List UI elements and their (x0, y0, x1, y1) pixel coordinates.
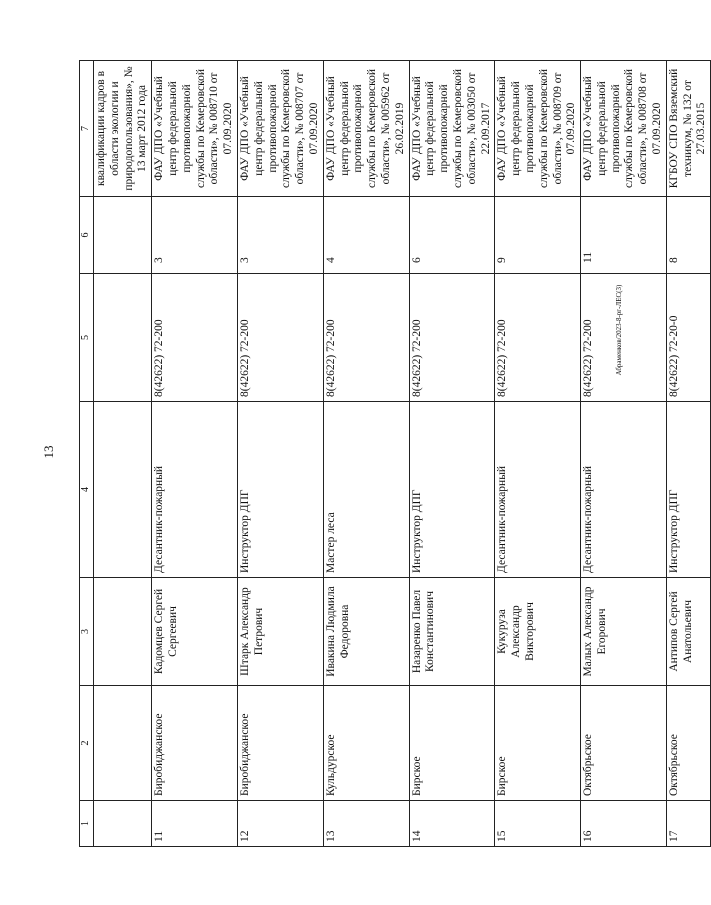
position: Десантник-пожарный (495, 402, 581, 578)
personnel-table (79, 60, 711, 847)
forestry-name: Бирское (409, 686, 495, 801)
table-cell (94, 402, 152, 578)
continuation-row (94, 61, 152, 847)
forestry-name: Октябрьское (581, 686, 667, 801)
experience-years: 8 (666, 197, 710, 274)
person-name: Ивакина Людмила Федоровна (323, 578, 409, 686)
forestry-name: Октябрьское (666, 686, 710, 801)
phone: 8(42622) 72-200 (152, 274, 238, 402)
table-row (237, 61, 323, 847)
experience-years: 4 (323, 197, 409, 274)
certificate: ФАУ ДПО «Учебный центр федеральной противопожарной службы по Кемеровской области», № 008709 от 07.09.2020 (495, 61, 581, 197)
row-number: 11 (152, 801, 238, 847)
table-row (323, 61, 409, 847)
header-cell-7: 7 (80, 61, 94, 197)
table-cell (94, 197, 152, 274)
table-row (409, 61, 495, 847)
row-number: 13 (323, 801, 409, 847)
phone: 8(42622) 72-200 (323, 274, 409, 402)
forestry-name: Бирское (495, 686, 581, 801)
header-cell-2: 2 (80, 686, 94, 801)
row-number: 14 (409, 801, 495, 847)
position: Инструктор ДПГ (409, 402, 495, 578)
person-name: Назаренко Павел Константинович (409, 578, 495, 686)
table-cell (94, 578, 152, 686)
experience-years: 9 (495, 197, 581, 274)
experience-years: 3 (152, 197, 238, 274)
header-row (80, 61, 94, 847)
document-code: Абраменков/2023-8-рг-ЛЕС(3) (615, 284, 623, 376)
person-name: Малых Александр Егорович (581, 578, 667, 686)
phone: 8(42622) 72-20-0 (666, 274, 710, 402)
person-name: Штарк Александр Петрович (237, 578, 323, 686)
continuation-cell: квалификации кадров в области экологии и природопользования», № 13 март 2012 года (94, 61, 152, 197)
table-cell (94, 801, 152, 847)
page-number: 13 (41, 445, 56, 459)
certificate: ФАУ ДПО «Учебный центр федеральной противопожарной службы по Кемеровской области», № 005962 от 26.02.2019 (323, 61, 409, 197)
certificate: КГБОУ СПО Вяземский техникум, № 132 от 27.03.2015 (666, 61, 710, 197)
phone: 8(42622) 72-200 (495, 274, 581, 402)
row-number: 17 (666, 801, 710, 847)
row-number: 16 (581, 801, 667, 847)
experience-years: 11 (581, 197, 667, 274)
table-row (495, 61, 581, 847)
table-row (581, 61, 667, 847)
forestry-name: Кульдурское (323, 686, 409, 801)
header-cell-1: 1 (80, 801, 94, 847)
position: Мастер леса (323, 402, 409, 578)
certificate: ФАУ ДПО «Учебный центр федеральной противопожарной службы по Кемеровской области», № 008710 от 07.09.2020 (152, 61, 238, 197)
position: Десантник-пожарный (152, 402, 238, 578)
header-cell-5: 5 (80, 274, 94, 402)
certificate: ФАУ ДПО «Учебный центр федеральной противопожарной службы по Кемеровской области», № 008707 от 07.09.2020 (237, 61, 323, 197)
position: Десантник-пожарный (581, 402, 667, 578)
experience-years: 3 (237, 197, 323, 274)
table-row (666, 61, 710, 847)
header-cell-3: 3 (80, 578, 94, 686)
header-cell-6: 6 (80, 197, 94, 274)
table-cell (94, 274, 152, 402)
person-name: Кадомцев Сергей Сергеевич (152, 578, 238, 686)
header-cell-4: 4 (80, 402, 94, 578)
position: Инструктор ДПГ (237, 402, 323, 578)
row-number: 15 (495, 801, 581, 847)
table-cell (94, 686, 152, 801)
certificate: ФАУ ДПО «Учебный центр федеральной противопожарной службы по Кемеровской области», № 003050 от 22.09.2017 (409, 61, 495, 197)
phone: 8(42622) 72-200 (409, 274, 495, 402)
position: Инструктор ДПГ (666, 402, 710, 578)
table-row (152, 61, 238, 847)
phone: 8(42622) 72-200 (237, 274, 323, 402)
phone: 8(42622) 72-200 (581, 274, 667, 402)
person-name: Кукуруза Александр Викторович (495, 578, 581, 686)
person-name: Антипов Сергей Анатольевич (666, 578, 710, 686)
row-number: 12 (237, 801, 323, 847)
experience-years: 6 (409, 197, 495, 274)
forestry-name: Биробиджанское (237, 686, 323, 801)
forestry-name: Биробиджанское (152, 686, 238, 801)
certificate: ФАУ ДПО «Учебный центр федеральной противопожарной службы по Кемеровской области», № 008708 от 07.09.2020 (581, 61, 667, 197)
